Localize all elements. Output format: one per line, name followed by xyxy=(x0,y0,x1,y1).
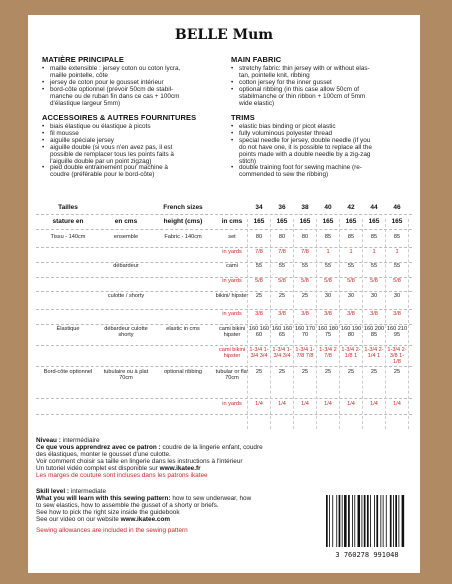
header-stature: stature en xyxy=(52,218,84,225)
row-value: 1-3/4 2-1/8 1 xyxy=(341,347,361,359)
table-divider xyxy=(36,398,412,399)
barcode-bar xyxy=(342,495,343,547)
list-item: • stretchy fabric: thin jersey with or without elas- xyxy=(231,66,417,73)
row-value: 1/4 xyxy=(324,401,332,407)
row-value: 55 xyxy=(347,263,355,269)
row-value: 1/4 xyxy=(370,401,378,407)
row-value: 30 xyxy=(370,293,378,299)
row-value: 3/8 xyxy=(370,311,378,317)
row-value: 5/8 xyxy=(324,278,332,284)
row-label: Élastique xyxy=(56,326,80,332)
header-size: 38 xyxy=(301,204,309,211)
row-value: 1-3/4 1-7/8 7/8 xyxy=(295,347,315,359)
barcode-bars xyxy=(324,493,410,549)
barcode-bar xyxy=(326,495,328,547)
row-piece: cami xyxy=(226,263,238,269)
list-item: • fil mousse xyxy=(42,131,232,138)
table-column-divider xyxy=(270,219,271,429)
header-size: 42 xyxy=(347,204,355,211)
learn-value: how to sew underwear, how xyxy=(172,495,252,502)
list-item: manche ou de ruban fin dans ce cas + 100cm xyxy=(50,92,180,100)
barcode-bar xyxy=(390,495,392,547)
row-value: 7/8 xyxy=(255,249,263,255)
list-item: tan, pointelle knit, ribbing xyxy=(239,71,310,79)
row-value: 1/4 xyxy=(347,401,355,407)
row-value: 1 xyxy=(395,249,399,255)
row-value: 1/4 xyxy=(301,401,309,407)
list-item: • jersey de coton pour le gousset intérieur xyxy=(42,80,232,87)
header-height-value: 165 xyxy=(299,218,311,225)
header-size: 44 xyxy=(370,204,378,211)
barcode-bar xyxy=(336,495,337,547)
skill-value: intermediate xyxy=(70,488,106,495)
row-value: 30 xyxy=(324,293,332,299)
table-column-divider xyxy=(408,219,409,429)
skill-label: Skill level : xyxy=(36,488,70,495)
row-value: 1-3/4 1-3/4 3/4 xyxy=(272,347,292,359)
barcode-bar xyxy=(362,495,363,547)
barcode-bar xyxy=(352,495,353,547)
table-column-divider xyxy=(293,219,294,429)
row-value: 25 xyxy=(278,293,286,299)
barcode-bar xyxy=(398,495,399,547)
table-divider xyxy=(36,229,412,230)
barcode-bar xyxy=(354,495,355,547)
barcode-bar xyxy=(374,495,375,547)
row-value: 1 xyxy=(326,249,330,255)
barcode-bar xyxy=(332,495,333,547)
header-height-value: 165 xyxy=(391,218,403,225)
video-site-fr[interactable]: www.ikatee.fr xyxy=(159,465,201,472)
row-value: 25 xyxy=(255,293,263,299)
row-english: elastic in cms xyxy=(166,326,200,332)
row-value: 5/8 xyxy=(255,278,263,284)
row-value: 25 xyxy=(393,369,401,375)
video-label: Un tutoriel vidéo complet est disponible sur xyxy=(36,465,158,472)
row-piece: in yards xyxy=(222,401,242,407)
row-value: 25 xyxy=(278,369,286,375)
row-value: 5/8 xyxy=(393,278,401,284)
row-value: 1-3/4 1-3/4 3/4 xyxy=(249,347,269,359)
row-value: 160 210 95 xyxy=(386,326,408,338)
list-item: do not have one, it is possible to replace all the xyxy=(239,143,372,151)
list-item: • elastic bias binding or picot elastic xyxy=(231,124,417,131)
header-height-value: 165 xyxy=(322,218,334,225)
barcode-bar xyxy=(364,495,366,547)
heading-trims-en: TRIMS xyxy=(231,113,255,122)
header-french-sizes: French sizes xyxy=(163,204,203,211)
row-value: 55 xyxy=(393,263,401,269)
list-item: stitch) xyxy=(239,157,257,165)
pick-size: See how to pick the right size inside the guidebook xyxy=(36,509,180,516)
row-english: Fabric - 140cm xyxy=(164,234,202,240)
apprendre-value-2: des élastiques, monter le gousset d'une culotte. xyxy=(36,451,171,458)
row-value: 3/8 xyxy=(393,311,401,317)
row-value: 1-3/4 2 7/8 xyxy=(319,347,337,359)
list-item: • aiguille double (si vous n'en avez pas, il est xyxy=(42,145,232,152)
row-value: 5/8 xyxy=(370,278,378,284)
list-trims-en xyxy=(231,124,417,179)
list-accessories-fr xyxy=(42,124,232,179)
video-en-label: See our video on our website xyxy=(36,516,119,523)
heading-main-fabric-en: MAIN FABRIC xyxy=(231,55,282,64)
table-column-divider xyxy=(316,219,317,429)
row-value: 5/8 xyxy=(301,278,309,284)
barcode-bar xyxy=(395,495,397,547)
row-value: 160 170 70 xyxy=(294,326,316,338)
barcode-bar xyxy=(370,495,371,547)
choisir-taille: Voir comment choisir sa taille en lingerie dans les instructions à l'intérieur xyxy=(36,458,243,465)
row-value: 3/8 xyxy=(301,311,309,317)
row-english: optional ribbing xyxy=(164,369,202,375)
row-value: 85 xyxy=(324,234,332,240)
list-item: • double training foot for sewing machine (re- xyxy=(231,165,417,172)
marges-fr: Les marges de couture sont incluses dans les patrons ikatee xyxy=(36,472,208,479)
list-item: points made with a double needle by a zig-zag xyxy=(239,150,371,158)
table-divider xyxy=(36,247,412,248)
row-value: 7/8 xyxy=(301,249,309,255)
table-column-divider xyxy=(247,219,248,429)
list-item: • fully voluminous polyester thread xyxy=(231,131,417,138)
barcode-bar xyxy=(344,495,347,547)
header-size: 46 xyxy=(393,204,401,211)
row-piece: tubular or flat 70cm xyxy=(215,369,249,381)
row-value: 80 xyxy=(301,234,309,240)
pattern-back-cover xyxy=(28,15,420,573)
table-divider xyxy=(36,309,412,310)
row-value: 25 xyxy=(301,293,309,299)
row-value: 25 xyxy=(301,369,309,375)
list-item: coudre (préférable pour le bord-côte) xyxy=(50,171,155,179)
header-cms: en cms xyxy=(114,218,138,225)
barcode-bar xyxy=(386,495,387,547)
barcode-bar xyxy=(348,495,350,547)
niveau-value: intermédiaire xyxy=(62,437,100,444)
barcode-bar xyxy=(329,495,330,547)
row-value: 25 xyxy=(347,369,355,375)
row-garment: ensemble xyxy=(113,234,139,240)
list-item: • maille extensible : jersey coton ou coton lycra, xyxy=(42,66,232,73)
row-value: 1 xyxy=(349,249,353,255)
header-size: 34 xyxy=(255,204,263,211)
table-column-divider xyxy=(339,219,340,429)
barcode-bar xyxy=(402,495,405,547)
row-value: 1/4 xyxy=(393,401,401,407)
row-piece: set xyxy=(228,234,236,240)
row-value: 5/8 xyxy=(347,278,355,284)
row-piece: in yards xyxy=(222,311,242,317)
row-value: 160 180 75 xyxy=(317,326,339,338)
row-garment: débardeur xyxy=(113,263,139,269)
row-piece: cami bikini hipster xyxy=(218,347,246,359)
header-height: height (cms) xyxy=(163,218,203,225)
row-value: 1-3/4 2-3/8 1-1/8 xyxy=(387,347,407,365)
apprendre-value: coudre de la lingerie enfant, coudre xyxy=(162,444,263,451)
list-main-fabric-fr xyxy=(42,66,232,107)
list-item: • aiguille spéciale jersey xyxy=(42,138,232,145)
header-tailles: Tailles xyxy=(58,204,78,211)
learn-value-2: to sew elastics, how to assemble the gusset of a shorty or briefs. xyxy=(36,502,219,509)
barcode-bar xyxy=(358,495,361,547)
table-divider xyxy=(36,366,412,367)
row-value: 3/8 xyxy=(278,311,286,317)
row-value: 160 160 65 xyxy=(271,326,293,338)
row-value: 1 xyxy=(372,249,376,255)
barcode-bar xyxy=(376,495,378,547)
row-value: 55 xyxy=(324,263,332,269)
row-piece: in yards xyxy=(222,278,242,284)
barcode-bar xyxy=(380,495,381,547)
heading-accessories-fr: ACCESSOIRES & AUTRES FOURNITURES xyxy=(42,113,197,122)
row-value: 25 xyxy=(370,369,378,375)
header-in-cms: in cms xyxy=(221,218,243,225)
row-value: 1-3/4 2-1/4 1 xyxy=(364,347,384,359)
header-height-value: 165 xyxy=(345,218,357,225)
row-value: 80 xyxy=(255,234,263,240)
list-item: • biais élastique ou élastique à picots xyxy=(42,124,232,131)
row-value: 3/8 xyxy=(255,311,263,317)
header-height-value: 165 xyxy=(253,218,265,225)
size-table xyxy=(36,201,412,431)
header-height-value: 165 xyxy=(368,218,380,225)
row-garment: tubulaire ou à plat 70cm xyxy=(103,369,149,381)
header-size: 40 xyxy=(324,204,332,211)
barcode xyxy=(324,493,410,557)
list-item: commended to sew the ribbing) xyxy=(239,171,329,179)
list-item: stabilmanche or thin ribbon + 100cm of 5mm xyxy=(239,92,366,100)
row-value: 160 200 85 xyxy=(363,326,385,338)
list-item: • optional ribbing (in this case allow 50cm of xyxy=(231,87,417,94)
table-divider xyxy=(36,345,412,346)
table-column-divider xyxy=(362,219,363,429)
list-item: wide elastic) xyxy=(239,99,275,107)
row-garment: culotte / shorty xyxy=(107,293,145,299)
row-value: 1/4 xyxy=(255,401,263,407)
learn-label: What you will learn with this sewing pattern: xyxy=(36,495,171,502)
row-value: 55 xyxy=(278,263,286,269)
row-value: 55 xyxy=(370,263,378,269)
list-item: • bord-côte optionnel (prévoir 50cm de stabil- xyxy=(42,87,232,94)
row-value: 25 xyxy=(255,369,263,375)
table-divider xyxy=(36,414,412,415)
table-divider xyxy=(36,214,412,215)
notes-fr xyxy=(36,437,416,479)
row-value: 55 xyxy=(255,263,263,269)
row-value: 3/8 xyxy=(324,311,332,317)
row-value: 85 xyxy=(393,234,401,240)
row-value: 160 160 60 xyxy=(248,326,270,338)
table-column-divider xyxy=(385,219,386,429)
row-value: 55 xyxy=(301,263,309,269)
row-label: Tissu - 140cm xyxy=(50,234,86,240)
row-value: 30 xyxy=(393,293,401,299)
row-value: 5/8 xyxy=(278,278,286,284)
row-value: 3/8 xyxy=(347,311,355,317)
row-value: 7/8 xyxy=(278,249,286,255)
apprendre-label: Ce que vous apprendrez avec ce patron : xyxy=(36,444,161,451)
list-item: l'aiguille double par un point zigzag) xyxy=(50,157,152,165)
row-value: 1/4 xyxy=(278,401,286,407)
row-label: Bord-côte optionnel xyxy=(43,369,93,375)
list-item: • pied double entrainement pour machine à xyxy=(42,165,232,172)
row-piece: in yards xyxy=(222,249,242,255)
header-size: 36 xyxy=(278,204,286,211)
row-piece: cami bikini hipster xyxy=(218,326,246,338)
list-main-fabric-en xyxy=(231,66,417,107)
row-value: 25 xyxy=(324,369,332,375)
barcode-bar xyxy=(367,495,369,547)
marges-en: Sewing allowances are included in the sewing pattern xyxy=(36,527,188,534)
list-item: maille pointelle, côte xyxy=(50,71,108,79)
table-divider xyxy=(36,324,412,325)
row-garment: débardeur culotte shorty xyxy=(104,326,148,338)
barcode-number: 3 760278 991048 xyxy=(335,551,399,559)
row-value: 85 xyxy=(347,234,355,240)
row-value: 30 xyxy=(347,293,355,299)
pattern-title: BELLE Mum xyxy=(174,27,274,43)
list-item: possible de remplacer tous les points faits à xyxy=(50,150,174,158)
list-item: • cotton jersey for the inner gusset xyxy=(231,80,417,87)
row-value: 85 xyxy=(370,234,378,240)
header-height-value: 165 xyxy=(276,218,288,225)
row-value: 80 xyxy=(278,234,286,240)
heading-main-fabric-fr: MATIÈRE PRINCIPALE xyxy=(42,55,124,64)
barcode-bar xyxy=(383,495,384,547)
list-item: d'élastique largeur 5mm) xyxy=(50,99,121,107)
list-item: • special needle for jersey, double needle (if you xyxy=(231,138,417,145)
video-site-en[interactable]: www.ikatee.com xyxy=(120,516,171,523)
barcode-bar xyxy=(393,495,394,547)
barcode-bar xyxy=(339,495,341,547)
table-divider xyxy=(36,291,412,292)
row-value: 160 190 80 xyxy=(340,326,362,338)
niveau-label: Niveau : xyxy=(36,437,61,444)
row-piece: bikini/ hipster xyxy=(215,293,249,299)
